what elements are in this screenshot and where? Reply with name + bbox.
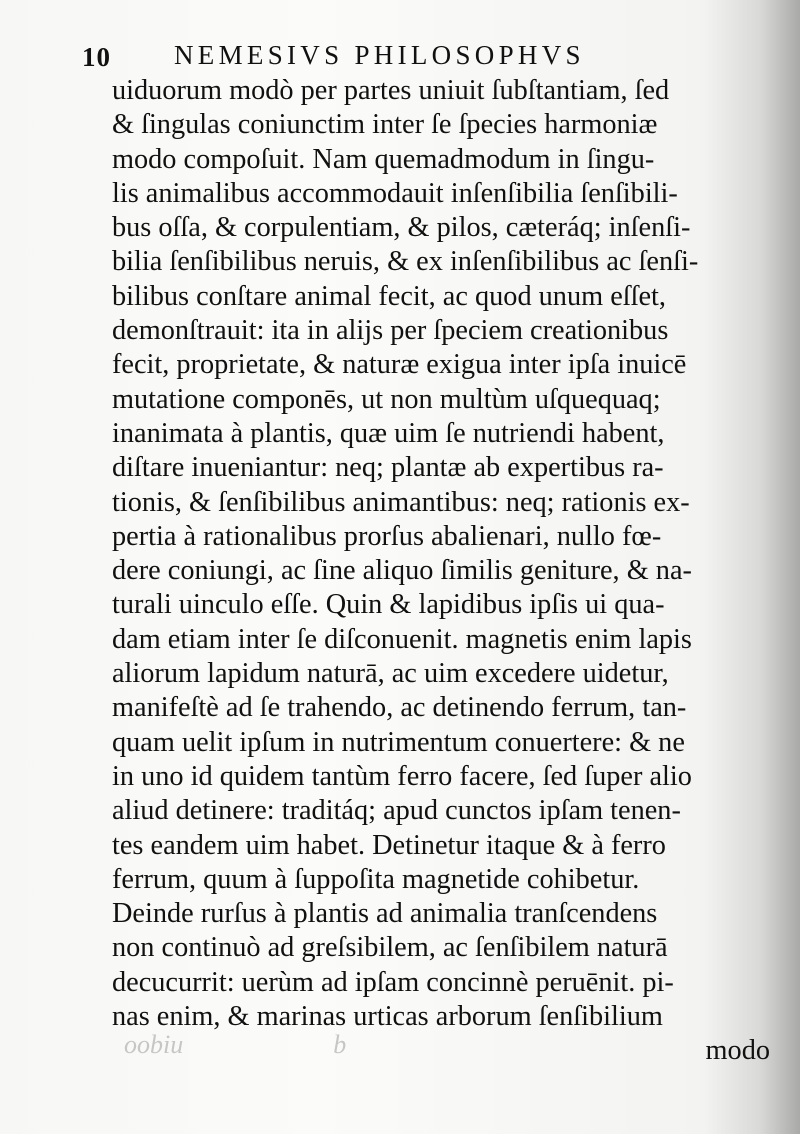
text-line: aliud detinere: traditáq; apud cunctos ipſam tenen-: [112, 795, 681, 827]
text-line: dam etiam inter ſe diſconuenit. magnetis enim lapis: [112, 623, 692, 655]
text-line: uiduorum modò per partes uniuit ſubſtantiam, ſed: [112, 75, 670, 106]
text-line: fecit, proprietate, & naturæ exigua inter ipſa inuicē: [112, 349, 687, 381]
catchword: modo: [705, 1035, 770, 1067]
text-line: nas enim, & marinas urticas arborum ſenſibilium: [112, 1001, 663, 1033]
running-head: NEMESIVS PHILOSOPHVS: [174, 40, 585, 70]
text-line: & ſingulas coniunctim inter ſe ſpecies harmoniæ: [112, 109, 658, 141]
text-line: mutatione componēs, ut non multùm uſquequaq;: [112, 383, 661, 415]
text-line: in uno id quidem tantùm ferro facere, ſed ſuper alio: [112, 760, 692, 792]
text-line: diſtare inueniantur: neq; plantæ ab expertibus ra-: [112, 452, 664, 484]
text-line: non continuò ad greſsibilem, ac ſenſibilem naturā: [112, 932, 668, 964]
text-line: ferrum, quum à ſuppoſita magnetide cohibetur.: [112, 863, 640, 895]
text-line: tionis, & ſenſibilibus animantibus: neq; rationis ex-: [112, 486, 690, 518]
text-line: inanimata à plantis, quæ uim ſe nutriendi habent,: [112, 417, 665, 449]
page-number: 10: [82, 42, 111, 72]
text-line: pertia à rationalibus prorſus abalienari, nullo fœ-: [112, 520, 662, 552]
text-line: manifeſtè ad ſe trahendo, ac detinendo ferrum, tan-: [112, 692, 687, 724]
text-line: aliorum lapidum naturā, ac uim excedere uidetur,: [112, 658, 669, 690]
text-line: bilia ſenſibilibus neruis, & ex inſenſibilibus ac ſenſi-: [112, 246, 699, 278]
text-line: bus oſſa, & corpulentiam, & pilos, cæteráq; inſenſi-: [112, 212, 691, 244]
text-line: quam uelit ipſum in nutrimentum conuertere: & ne: [112, 726, 685, 758]
text-line: Deinde rurſus à plantis ad animalia tranſcendens: [112, 898, 658, 930]
text-line: lis animalibus accommodauit inſenſibilia ſenſibili-: [112, 177, 678, 209]
text-line: modo compoſuit. Nam quemadmodum in ſingu-: [112, 143, 655, 175]
show-through-ink: oobiu b: [124, 1030, 347, 1059]
text-line: demonſtrauit: ita in alijs per ſpeciem creationibus: [112, 315, 669, 347]
text-line: dere coniungi, ac ſine aliquo ſimilis geniture, & na-: [112, 555, 692, 587]
text-line: tes eandem uim habet. Detinetur itaque & à ferro: [112, 829, 666, 861]
text-line: turali uinculo eſſe. Quin & lapidibus ipſis ui qua-: [112, 589, 665, 621]
text-line: bilibus conſtare animal fecit, ac quod unum eſſet,: [112, 280, 666, 312]
text-line: decucurrit: uerùm ad ipſam concinnè peruēnit. pi-: [112, 966, 674, 998]
body-text: [112, 74, 772, 1069]
